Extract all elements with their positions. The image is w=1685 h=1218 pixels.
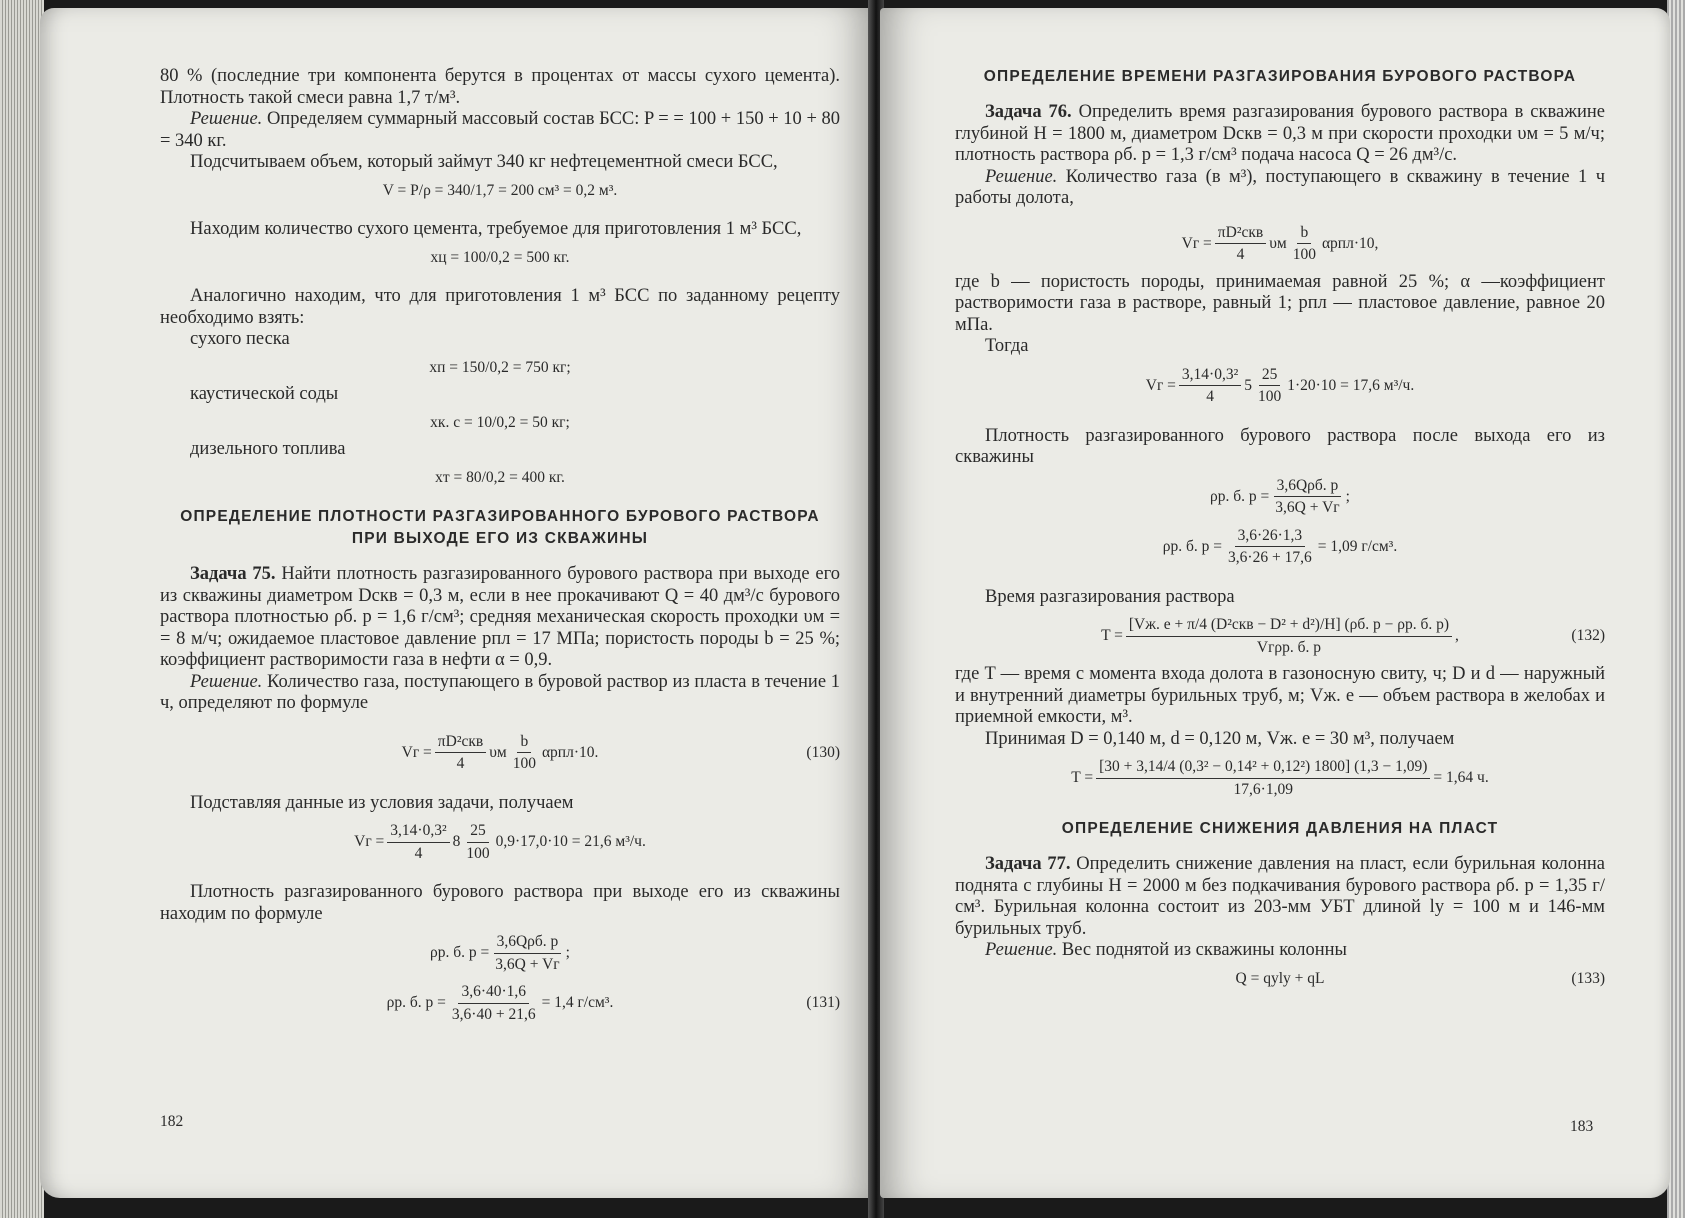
equation-number: (132) xyxy=(1571,627,1605,645)
formula xyxy=(955,222,1605,266)
task-text: Определить снижение давления на пласт, если бурильная колонна поднята с глубины H = 2000 м без подкачивания бурового раствора ρб. р = 1,35 г/см³. Бурильная колонна состоит из 203-мм УБТ длиной lу = 100 м и 146-мм бурильных труб. xyxy=(955,854,1605,939)
fraction xyxy=(1179,364,1241,408)
right-page-text xyxy=(955,66,1605,995)
formula-part: ρр. б. р = xyxy=(430,944,490,962)
fraction xyxy=(1225,525,1315,569)
paragraph xyxy=(955,940,1605,962)
numerator: 3,14·0,3² xyxy=(387,820,449,843)
equation-number: (133) xyxy=(1571,969,1605,987)
denominator: 3,6Q + Vг xyxy=(1275,499,1340,516)
task-text: Определить время разгазирования бурового раствора в скважине глубиной H = 1800 м, диаметром Dскв = 0,3 м при скорости проходки υм = 5 м/ч; плотность раствора ρб. р = 1,3 г/см³ подача насоса Q = 26 дм³/с. xyxy=(955,102,1605,165)
formula-part: Q = qуlу + qL xyxy=(1235,969,1325,987)
paragraph: каустической соды xyxy=(190,384,339,404)
section-heading: ОПРЕДЕЛЕНИЕ СНИЖЕНИЯ ДАВЛЕНИЯ НА ПЛАСТ xyxy=(1061,820,1499,837)
formula xyxy=(160,820,840,864)
formula-part: Vг = xyxy=(401,743,432,761)
task-paragraph xyxy=(955,854,1605,940)
fraction xyxy=(1126,614,1452,658)
paragraph-text: Количество газа, поступающего в буровой раствор из пласта в течение 1 ч, определяют по формуле xyxy=(160,671,841,713)
fraction xyxy=(492,931,562,975)
formula-part: T = xyxy=(1101,627,1123,645)
paragraph: сухого песка xyxy=(190,329,290,349)
task-label: Задача 76. xyxy=(985,102,1072,122)
page-number: 183 xyxy=(1570,1118,1594,1135)
fraction xyxy=(1255,364,1284,408)
formula-part: , xyxy=(1455,627,1459,645)
paragraph: Плотность разгазированного бурового раствора после выхода его из скважины xyxy=(955,425,1605,467)
paragraph: где T — время с момента входа долота в газоносную свиту, ч; D и d — наружный и внутренний диаметры бурильных труб, м; Vж. е — объем раствора в желобах и приемной емкости, м³. xyxy=(955,664,1605,727)
formula xyxy=(955,364,1605,408)
task-label: Задача 77. xyxy=(985,854,1071,874)
paragraph: где b — пористость породы, принимаемая равной 25 %; α —коэффициент растворимости газа в растворе, равный 1; pпл — пластовое давление, равное 20 мПа. xyxy=(955,271,1605,335)
denominator: 100 xyxy=(1292,246,1316,263)
fraction xyxy=(435,731,486,775)
paragraph xyxy=(160,672,840,715)
formula-130 xyxy=(160,731,840,775)
paragraph: Плотность разгазированного бурового раствора при выходе его из скважины находим по формуле xyxy=(160,882,840,924)
numerator: 3,6·40·1,6 xyxy=(458,981,529,1004)
paragraph-text: Вес поднятой из скважины колонны xyxy=(1061,940,1347,960)
formula-part: Vг = xyxy=(354,833,385,851)
fraction xyxy=(1215,222,1266,266)
section-heading: ОПРЕДЕЛЕНИЕ ВРЕМЕНИ РАЗГАЗИРОВАНИЯ БУРОВОГО РАСТВОРА xyxy=(983,68,1577,85)
numerator: 25 xyxy=(1259,364,1281,387)
denominator: 4 xyxy=(1206,388,1214,405)
paragraph xyxy=(955,167,1605,210)
paragraph: Подставляя данные из условия задачи, получаем xyxy=(190,792,574,813)
formula-part: ρр. б. р = xyxy=(386,994,446,1012)
denominator: 100 xyxy=(1257,388,1282,405)
denominator: 4 xyxy=(1236,246,1245,263)
formula: xп = 150/0,2 = 750 кг; xyxy=(429,358,571,376)
formula xyxy=(955,756,1605,800)
formula: V = P/ρ = 340/1,7 = 200 см³ = 0,2 м³. xyxy=(382,181,618,199)
fraction xyxy=(1096,756,1430,800)
left-page-text xyxy=(160,66,840,1031)
formula-part: ρр. б. р = xyxy=(1162,537,1223,555)
formula-part: αpпл·10, xyxy=(1321,234,1379,252)
page-number: 182 xyxy=(160,1113,184,1130)
paragraph-text: Определяем суммарный массовый состав БСС: P = = 100 + 150 + 10 + 80 = 340 кг. xyxy=(160,109,841,151)
formula-131 xyxy=(160,981,840,1025)
numerator: 3,6·26·1,3 xyxy=(1235,525,1306,548)
fraction xyxy=(387,820,449,864)
paragraph: Подсчитываем объем, который займут 340 кг нефтецементной смеси БСС, xyxy=(190,152,778,172)
fraction xyxy=(1290,222,1319,266)
formula-part: Vг = xyxy=(1145,376,1176,394)
denominator: 3,6Q + Vг xyxy=(495,955,560,973)
numerator: 3,6Qρб. р xyxy=(494,931,562,954)
denominator: Vгρр. б. р xyxy=(1256,638,1322,656)
paragraph: Принимая D = 0,140 м, d = 0,120 м, Vж. е = 30 м³, получаем xyxy=(985,728,1455,749)
paragraph: Время разгазирования раствора xyxy=(985,586,1235,607)
denominator: 4 xyxy=(414,844,423,862)
task-paragraph xyxy=(955,102,1605,167)
numerator: 25 xyxy=(467,820,489,843)
paragraph: дизельного топлива xyxy=(190,439,346,459)
denominator: 100 xyxy=(512,755,536,772)
denominator: 3,6·26 + 17,6 xyxy=(1228,549,1312,566)
denominator: 4 xyxy=(456,755,465,772)
numerator: πD²скв xyxy=(1215,222,1266,245)
solution-label: Решение. xyxy=(190,109,263,129)
numerator: b xyxy=(517,731,531,754)
formula-part: υм xyxy=(1269,234,1287,252)
formula-part: 5 xyxy=(1244,376,1252,394)
equation-number: (130) xyxy=(806,743,840,761)
solution-label: Решение. xyxy=(190,671,263,692)
formula-part: 1·20·10 = 17,6 м³/ч. xyxy=(1287,376,1415,394)
numerator: 3,6Qρб. р xyxy=(1274,475,1342,498)
formula-132 xyxy=(955,614,1605,658)
paragraph: 80 % (последние три компонента берутся в процентах от массы сухого цемента). Плотность такой смеси равна 1,7 т/м³. xyxy=(160,66,840,108)
numerator: πD²скв xyxy=(435,731,486,754)
solution-label: Решение. xyxy=(985,166,1058,187)
solution-label: Решение. xyxy=(985,940,1058,960)
formula-part: T = xyxy=(1071,769,1094,787)
formula-part: αpпл·10. xyxy=(541,743,599,761)
numerator: [30 + 3,14/4 (0,3² − 0,14² + 0,12²) 1800] (1,3 − 1,09) xyxy=(1096,756,1430,779)
numerator: 3,14·0,3² xyxy=(1179,364,1241,387)
numerator: [Vж. е + π/4 (D²скв − D² + d²)/H] (ρб. р − ρр. б. р) xyxy=(1126,614,1452,637)
formula-part: Vг = xyxy=(1181,234,1212,252)
formula-part: = 1,4 г/см³. xyxy=(541,994,614,1012)
fraction xyxy=(449,981,539,1025)
formula-part: υм xyxy=(489,743,507,761)
formula-part: ; xyxy=(1345,487,1350,505)
task-paragraph xyxy=(160,564,840,672)
formula-part: ρр. б. р = xyxy=(1210,487,1270,505)
task-label: Задача 75. xyxy=(190,564,276,584)
formula: xц = 100/0,2 = 500 кг. xyxy=(430,248,570,266)
formula-part: 8 xyxy=(452,833,461,851)
formula-133 xyxy=(955,968,1605,990)
paragraph-text: Количество газа (в м³), поступающего в скважину в течение 1 ч работы долота, xyxy=(955,166,1605,208)
formula xyxy=(955,525,1605,569)
denominator: 3,6·40 + 21,6 xyxy=(451,1005,536,1023)
section-heading: ОПРЕДЕЛЕНИЕ ПЛОТНОСТИ РАЗГАЗИРОВАННОГО БУРОВОГО РАСТВОРА ПРИ ВЫХОДЕ ЕГО ИЗ СКВАЖИНЫ xyxy=(180,508,820,547)
fraction xyxy=(1272,475,1342,519)
formula-part: ; xyxy=(565,944,570,962)
numerator: b xyxy=(1297,222,1311,245)
formula-part: = 1,64 ч. xyxy=(1433,769,1489,787)
formula: xт = 80/0,2 = 400 кг. xyxy=(435,468,565,486)
formula-part: = 1,09 г/см³. xyxy=(1317,537,1398,555)
formula: xк. с = 10/0,2 = 50 кг; xyxy=(430,413,570,431)
fraction xyxy=(463,820,492,864)
fraction xyxy=(510,731,539,775)
paragraph: Находим количество сухого цемента, требуемое для приготовления 1 м³ БСС, xyxy=(190,219,802,239)
formula xyxy=(955,475,1605,519)
formula-part: 0,9·17,0·10 = 21,6 м³/ч. xyxy=(495,833,646,851)
task-text: Найти плотность разгазированного бурового раствора при выходе его из скважины диаметром Dскв = 0,3 м, если в нее прокачивают Q = 40 дм³/с бурового раствора плотностью ρб. р = 1,6 г/см³; средняя механическая скорость проходки υм = = 8 м/ч; ожидаемое пластовое давление pпл = 17 МПа; пористость породы b = 25 %; коэффициент растворимости газа в нефти α = 0,9. xyxy=(160,564,840,670)
paragraph: Аналогично находим, что для приготовления 1 м³ БСС по заданному рецепту необходимо взять: xyxy=(160,286,840,328)
paragraph: Тогда xyxy=(985,336,1029,356)
denominator: 100 xyxy=(466,844,490,862)
left-page xyxy=(40,8,872,1198)
right-page xyxy=(880,8,1670,1198)
equation-number: (131) xyxy=(806,994,840,1012)
page-edges-left xyxy=(0,0,44,1218)
denominator: 17,6·1,09 xyxy=(1233,780,1293,798)
formula xyxy=(160,931,840,975)
paragraph xyxy=(160,109,840,152)
